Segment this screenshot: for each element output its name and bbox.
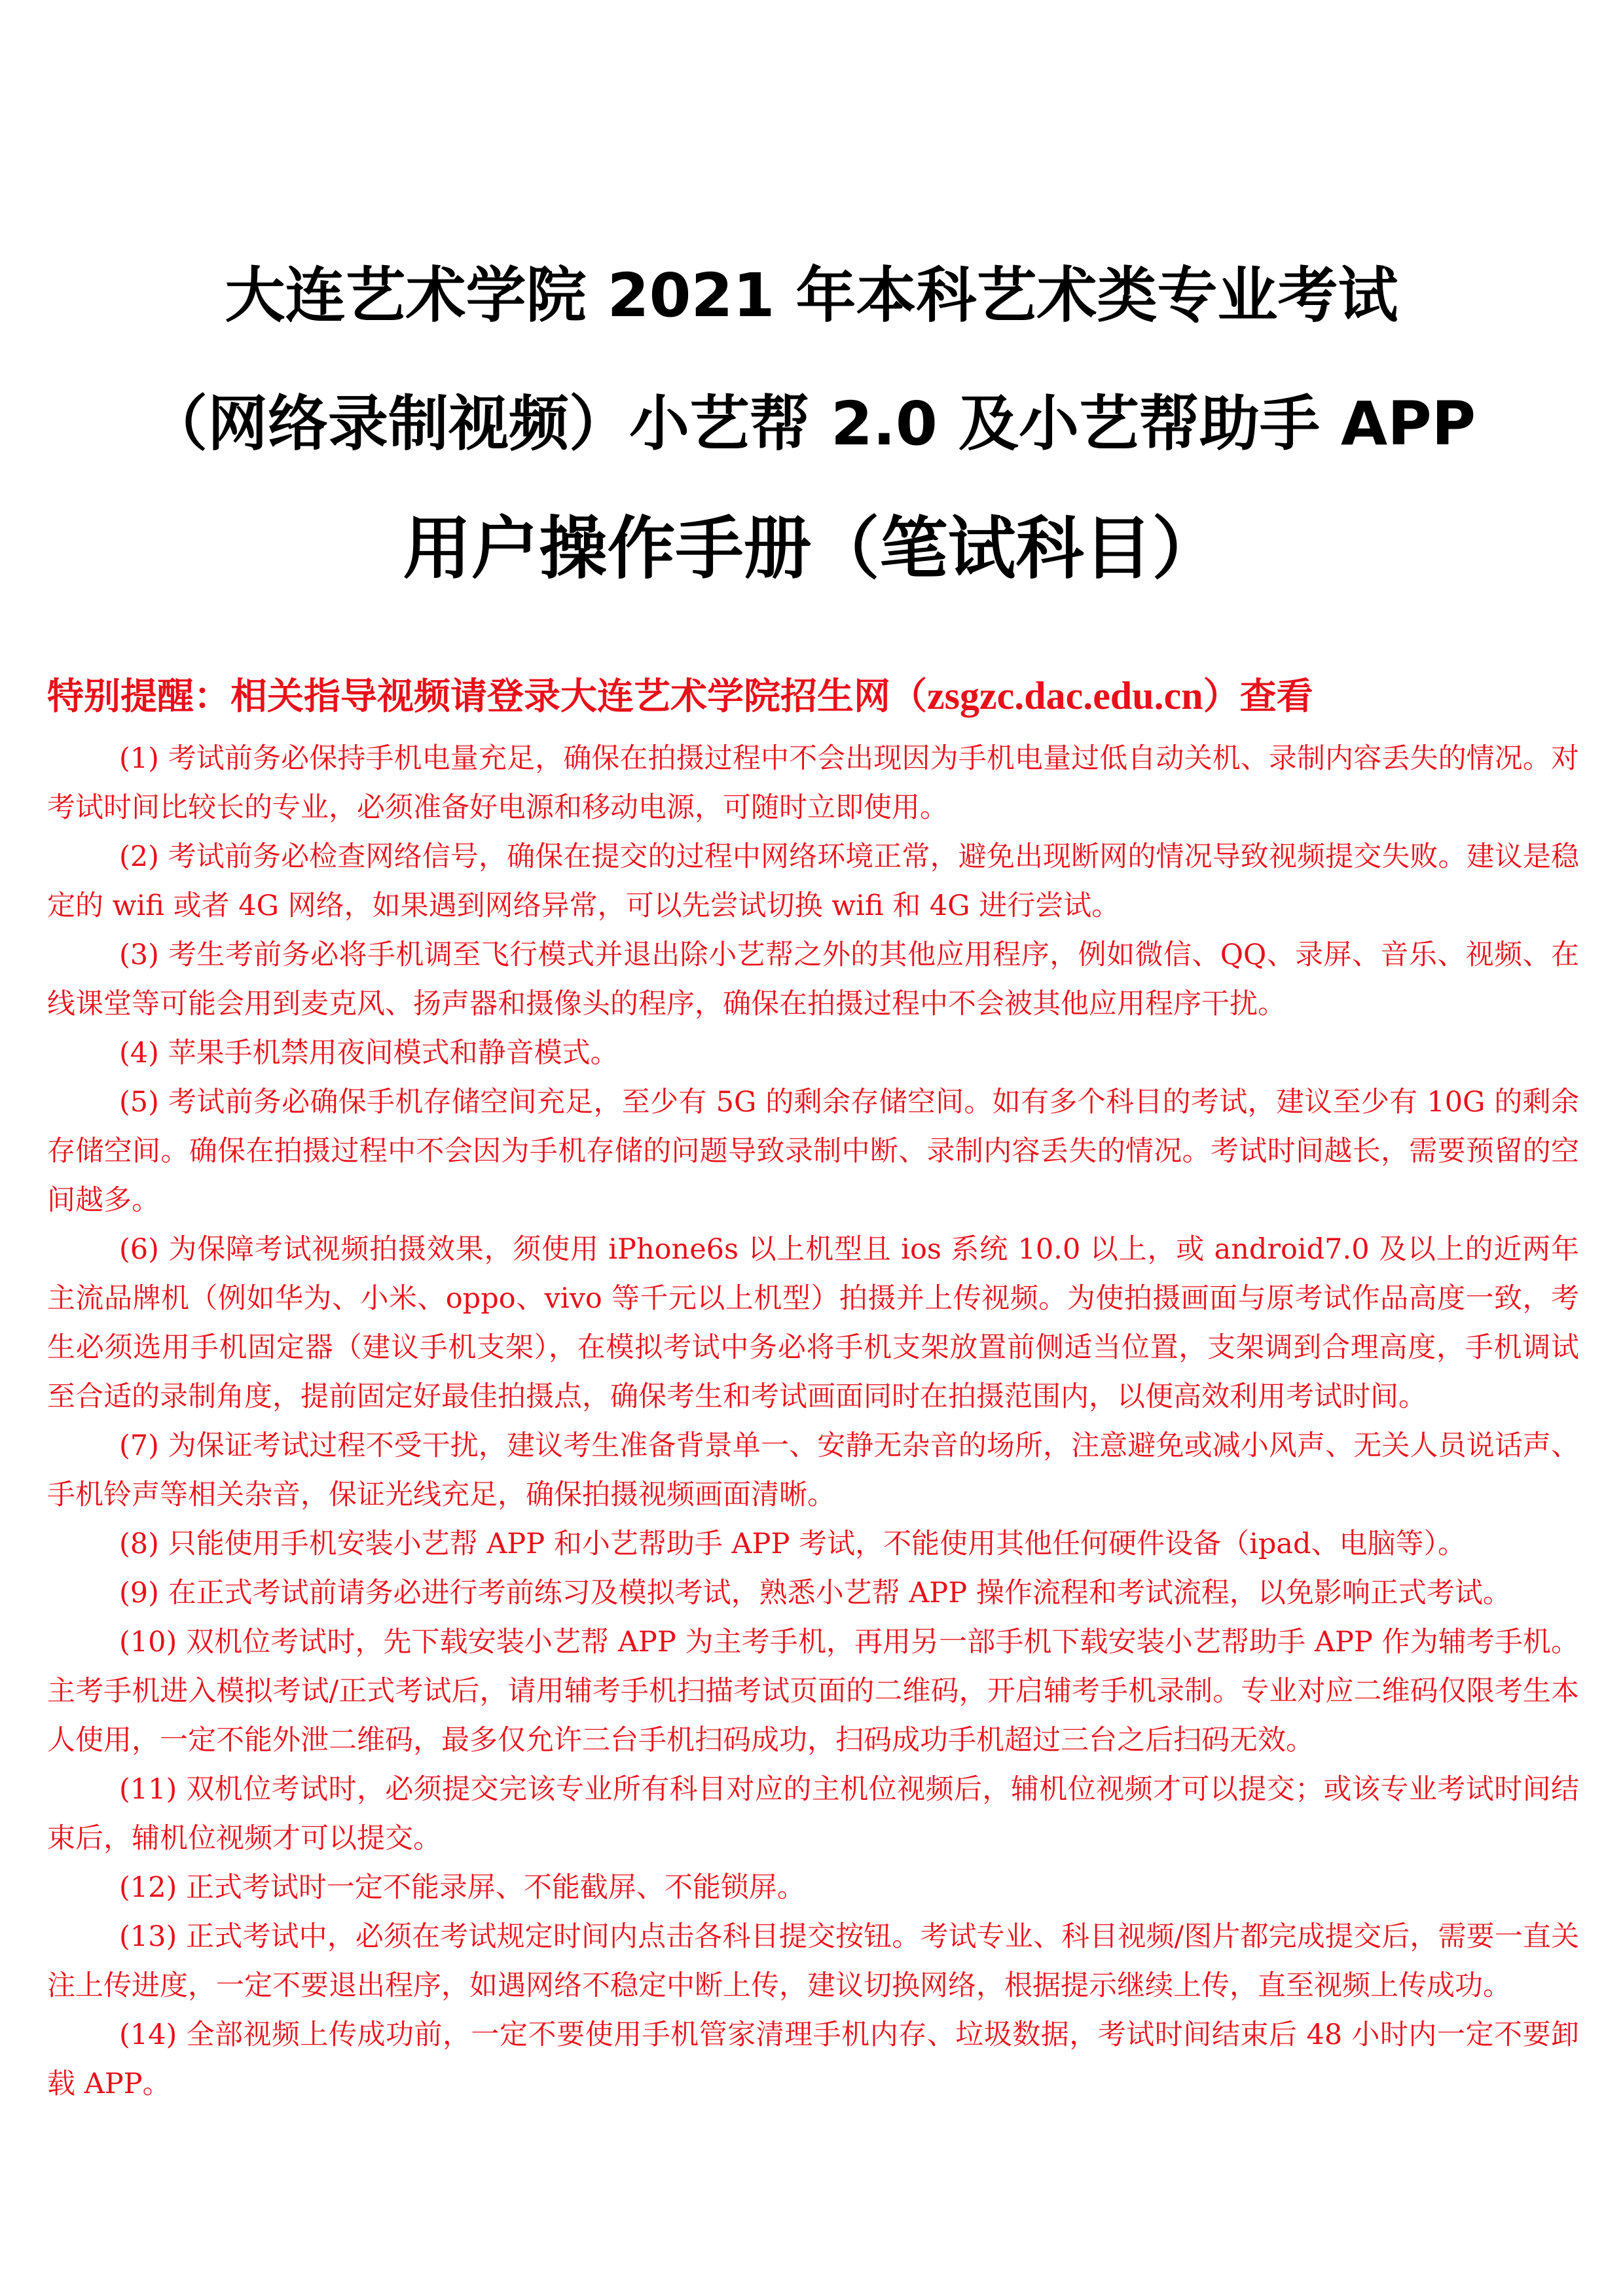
note-item: (12) 正式考试时一定不能录屏、不能截屏、不能锁屏。 bbox=[119, 1871, 805, 1904]
title-line-3: 用户操作手册（笔试科目） bbox=[403, 509, 1220, 588]
reminder-url: zsgzc.dac.edu.cn bbox=[927, 674, 1203, 717]
notes-list bbox=[47, 734, 1579, 2109]
reminder-suffix: ）查看 bbox=[1203, 675, 1313, 718]
note-item: (10) 双机位考试时，先下载安装小艺帮 APP 为主考手机，再用另一部手机下载安装小艺帮助手 APP 作为辅考手机。主考手机进入模拟考试/正式考试后，请用辅考手机扫描考试页面的二维码，开启辅考手机录制。专业对应二维码仅限考生本人使用，一定不能外泄二维码，最多仅允许三台手机扫码成功，扫码成功手机超过三台之后扫码无效。 bbox=[47, 1626, 1579, 1757]
note-item: (7) 为保证考试过程不受干扰，建议考生准备背景单一、安静无杂音的场所，注意避免或减小风声、无关人员说话声、手机铃声等相关杂音，保证光线充足，确保拍摄视频画面清晰。 bbox=[47, 1429, 1579, 1511]
reminder-prefix: 特别提醒：相关指导视频请登录大连艺术学院招生网（ bbox=[47, 675, 927, 718]
note-item: (8) 只能使用手机安装小艺帮 APP 和小艺帮助手 APP 考试，不能使用其他任何硬件设备（ipad、电脑等）。 bbox=[119, 1528, 1467, 1560]
note-item: (6) 为保障考试视频拍摄效果，须使用 iPhone6s 以上机型且 ios 系统 10.0 以上，或 android7.0 及以上的近两年主流品牌机（例如华为、小米、oppo、vivo 等千元以上机型）拍摄并上传视频。为使拍摄画面与原考试作品高度一致，考生必须选用手机固定器（建议手机支架），在模拟考试中务必将手机支架放置前侧适当位置，支架调到合理高度，手机调试至合适的录制角度，提前固定好最佳拍摄点，确保考生和考试画面同时在拍摄范围内，以便高效利用考试时间。 bbox=[47, 1233, 1579, 1413]
note-item: (2) 考试前务必检查网络信号，确保在提交的过程中网络环境正常，避免出现断网的情况导致视频提交失败。建议是稳定的 wifi 或者 4G 网络，如果遇到网络异常，可以先尝试切换 wifi 和 4G 进行尝试。 bbox=[47, 840, 1579, 922]
note-item: (9) 在正式考试前请务必进行考前练习及模拟考试，熟悉小艺帮 APP 操作流程和考试流程，以免影响正式考试。 bbox=[119, 1577, 1511, 1609]
note-item: (5) 考试前务必确保手机存储空间充足，至少有 5G 的剩余存储空间。如有多个科目的考试，建议至少有 10G 的剩余存储空间。确保在拍摄过程中不会因为手机存储的问题导致录制中断、录制内容丢失的情况。考试时间越长，需要预留的空间越多。 bbox=[47, 1086, 1579, 1217]
note-item: (11) 双机位考试时，必须提交完该专业所有科目对应的主机位视频后，辅机位视频才可以提交；或该专业考试时间结束后，辅机位视频才可以提交。 bbox=[47, 1773, 1579, 1855]
note-item: (13) 正式考试中，必须在考试规定时间内点击各科目提交按钮。考试专业、科目视频/图片都完成提交后，需要一直关注上传进度，一定不要退出程序，如遇网络不稳定中断上传，建议切换网络，根据提示继续上传，直至视频上传成功。 bbox=[47, 1920, 1579, 2002]
title-line-2: （网络录制视频）小艺帮 2.0 及小艺帮助手 APP bbox=[147, 389, 1476, 459]
note-item: (14) 全部视频上传成功前，一定不要使用手机管家清理手机内存、垃圾数据，考试时间结束后 48 小时内一定不要卸载 APP。 bbox=[47, 2018, 1579, 2100]
note-item: (1) 考试前务必保持手机电量充足，确保在拍摄过程中不会出现因为手机电量过低自动关机、录制内容丢失的情况。对考试时间比较长的专业，必须准备好电源和移动电源，可随时立即使用。 bbox=[47, 742, 1579, 824]
special-reminder bbox=[47, 668, 1579, 720]
title-line-1: 大连艺术学院 2021 年本科艺术类专业考试 bbox=[225, 260, 1398, 331]
note-item: (4) 苹果手机禁用夜间模式和静音模式。 bbox=[119, 1037, 619, 1069]
note-item: (3) 考生考前务必将手机调至飞行模式并退出除小艺帮之外的其他应用程序，例如微信、QQ、录屏、音乐、视频、在线课堂等可能会用到麦克风、扬声器和摄像头的程序，确保在拍摄过程中不会被其他应用程序干扰。 bbox=[47, 939, 1579, 1020]
